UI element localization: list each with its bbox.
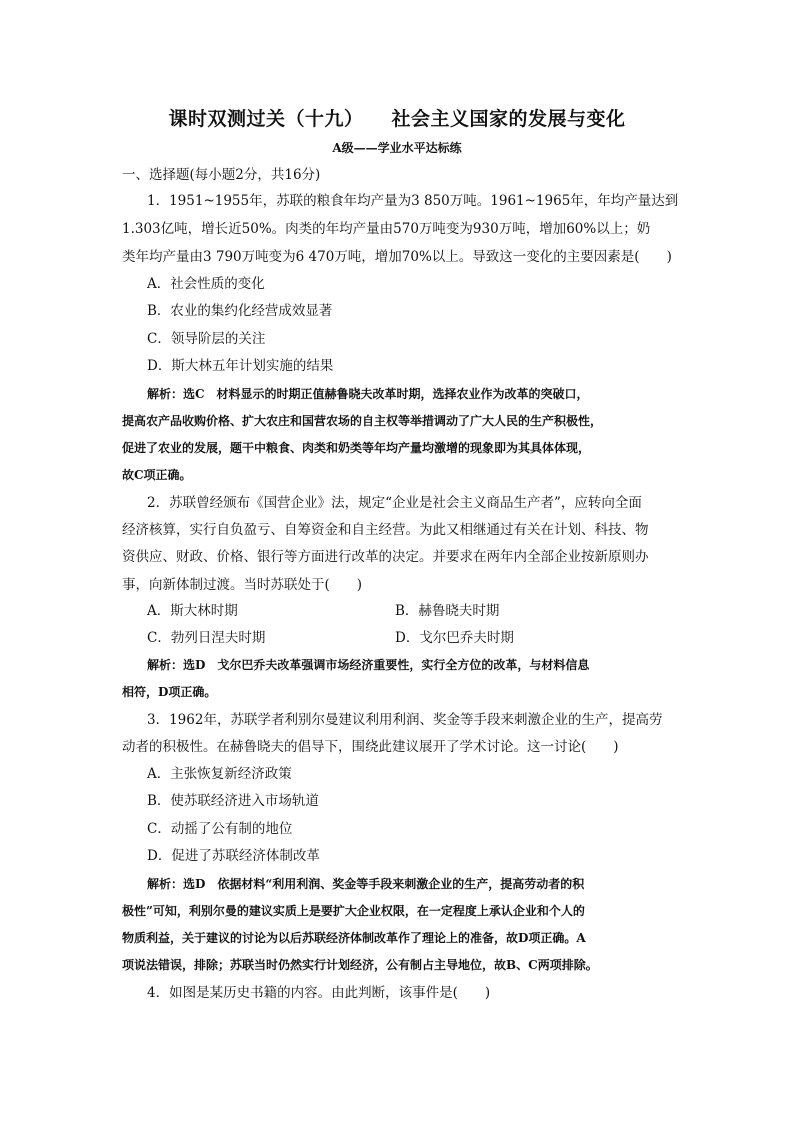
q2-stem-line: 事，向新体制过渡。当时苏联处于( ) bbox=[122, 577, 363, 593]
q4-stem-line: 4．如图是某历史书籍的内容。由此判断，该事件是( ) bbox=[147, 985, 491, 1001]
q2-analysis-line: 相符，D项正确。 bbox=[122, 685, 217, 699]
q3-analysis-line: 项说法错误，排除；苏联当时仍然实行计划经济，公有制占主导地位，故B、C两项排除。 bbox=[122, 958, 598, 972]
q2-option-c: C．勃列日涅夫时期 bbox=[147, 630, 266, 646]
q3-analysis-line: 物质利益，关于建议的讨论为以后苏联经济体制改革作了理论上的准备，故D项正确。A bbox=[122, 931, 586, 945]
q3-option-c: C．动摇了公有制的地位 bbox=[147, 821, 293, 837]
q1-analysis-line: 故C项正确。 bbox=[122, 468, 192, 482]
q3-option-d: D．促进了苏联经济体制改革 bbox=[147, 848, 320, 864]
q3-analysis-line: 解析：选D 依据材料“利用利润、奖金等手段来刺激企业的生产，提高劳动者的积 bbox=[147, 877, 585, 891]
q3-option-b: B．使苏联经济进入市场轨道 bbox=[147, 793, 319, 809]
q1-option-a: A．社会性质的变化 bbox=[147, 276, 265, 292]
q1-stem-line: 类年均产量由3 790万吨变为6 470万吨，增加70%以上。导致这一变化的主要因素是( ) bbox=[122, 249, 672, 265]
q1-stem-line: 1．1951~1955年，苏联的粮食年均产量为3 850万吨。1961~1965年，年均产量达到 bbox=[147, 193, 679, 209]
q3-stem-line: 3．1962年，苏联学者利别尔曼建议利用利润、奖金等手段来刺激企业的生产，提高劳 bbox=[147, 712, 663, 728]
q1-analysis-line: 解析：选C 材料显示的时期正值赫鲁晓夫改革时期，选择农业作为改革的突破口， bbox=[147, 387, 589, 401]
q2-stem-line: 资供应、财政、价格、银行等方面进行改革的决定。并要求在两年内全部企业按新原则办 bbox=[122, 549, 649, 565]
q3-stem-line: 动者的积极性。在赫鲁晓夫的倡导下，围绕此建议展开了学术讨论。这一讨论( ) bbox=[122, 739, 619, 755]
q2-stem-line: 2．苏联曾经颁布《国营企业》法，规定“企业是社会主义商品生产者”，应转向全面 bbox=[147, 495, 642, 511]
q2-option-d: D．戈尔巴乔夫时期 bbox=[395, 630, 514, 646]
title-main: 课时双测过关（十九） bbox=[168, 108, 364, 130]
title-sub: 社会主义国家的发展与变化 bbox=[391, 108, 626, 130]
q1-analysis-line: 提高农产品收购价格、扩大农庄和国营农场的自主权等举措调动了广大人民的生产积极性， bbox=[122, 414, 603, 428]
q1-option-c: C．领导阶层的关注 bbox=[147, 331, 266, 347]
q1-stem-line: 1.303亿吨，增长近50%。肉类的年均产量由570万吨变为930万吨，增加60%以上；奶 bbox=[122, 221, 651, 237]
q3-analysis-line: 极性”可知，利别尔曼的建议实质上是要扩大企业权限，在一定程度上承认企业和个人的 bbox=[122, 904, 585, 918]
q1-analysis-line: 促进了农业的发展，题干中粮食、肉类和奶类等年均产量均激增的现象即为其具体体现， bbox=[122, 441, 591, 455]
q2-option-a: A．斯大林时期 bbox=[147, 603, 238, 619]
q1-option-d: D．斯大林五年计划实施的结果 bbox=[147, 358, 334, 374]
q2-option-b: B．赫鲁晓夫时期 bbox=[395, 603, 500, 619]
q2-analysis-line: 解析：选D 戈尔巴乔夫改革强调市场经济重要性，实行全方位的改革，与材料信息 bbox=[147, 658, 590, 672]
section-heading: 一、选择题(每小题2分，共16分) bbox=[122, 167, 321, 183]
q2-stem-line: 经济核算，实行自负盈亏、自筹资金和自主经营。为此又相继通过有关在计划、科技、物 bbox=[122, 522, 649, 538]
q1-option-b: B．农业的集约化经营成效显著 bbox=[147, 303, 333, 319]
q3-option-a: A．主张恢复新经济政策 bbox=[147, 766, 292, 782]
page-title bbox=[0, 104, 794, 131]
level-heading: A级——学业水平达标练 bbox=[332, 141, 462, 155]
